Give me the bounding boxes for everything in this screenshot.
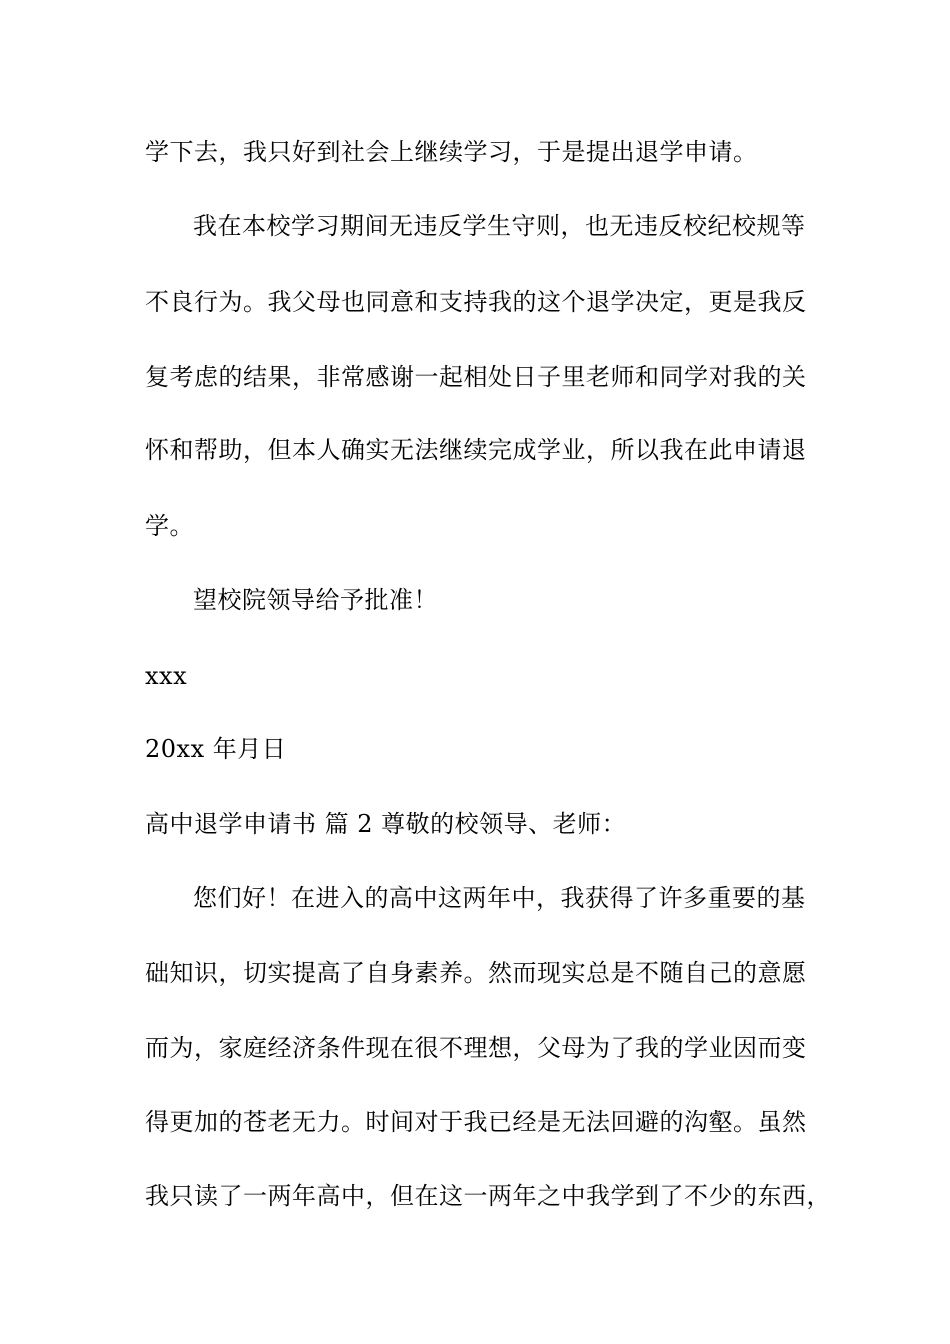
text-line-12: 础知识，切实提高了自身素养。然而现实总是不随自己的意愿 [145, 959, 807, 987]
text-line-4: 复考虑的结果，非常感谢一起相处日子里老师和同学对我的关 [145, 363, 807, 391]
text-line-13: 而为，家庭经济条件现在很不理想，父母为了我的学业因而变 [145, 1034, 807, 1062]
text-line-7: 望校院领导给予批准！ [193, 586, 438, 614]
text-line-3: 不良行为。我父母也同意和支持我的这个退学决定，更是我反 [145, 288, 807, 316]
text-line-14: 得更加的苍老无力。时间对于我已经是无法回避的沟壑。虽然 [145, 1108, 807, 1136]
text-line-15: 我只读了一两年高中，但在这一两年之中我学到了不少的东西， [145, 1182, 831, 1210]
text-line-2: 我在本校学习期间无违反学生守则，也无违反校纪校规等 [193, 212, 806, 240]
section-heading: 高中退学申请书 篇 2 尊敬的校领导、老师： [145, 810, 627, 838]
text-line-6: 学。 [145, 512, 194, 540]
text-line-1: 学下去，我只好到社会上继续学习，于是提出退学申请。 [145, 138, 758, 166]
signature-date: 20xx 年月日 [145, 735, 287, 763]
signature-name: xxx [145, 662, 188, 690]
text-line-5: 怀和帮助，但本人确实无法继续完成学业，所以我在此申请退 [145, 436, 807, 464]
text-line-11: 您们好！在进入的高中这两年中，我获得了许多重要的基 [193, 884, 806, 912]
